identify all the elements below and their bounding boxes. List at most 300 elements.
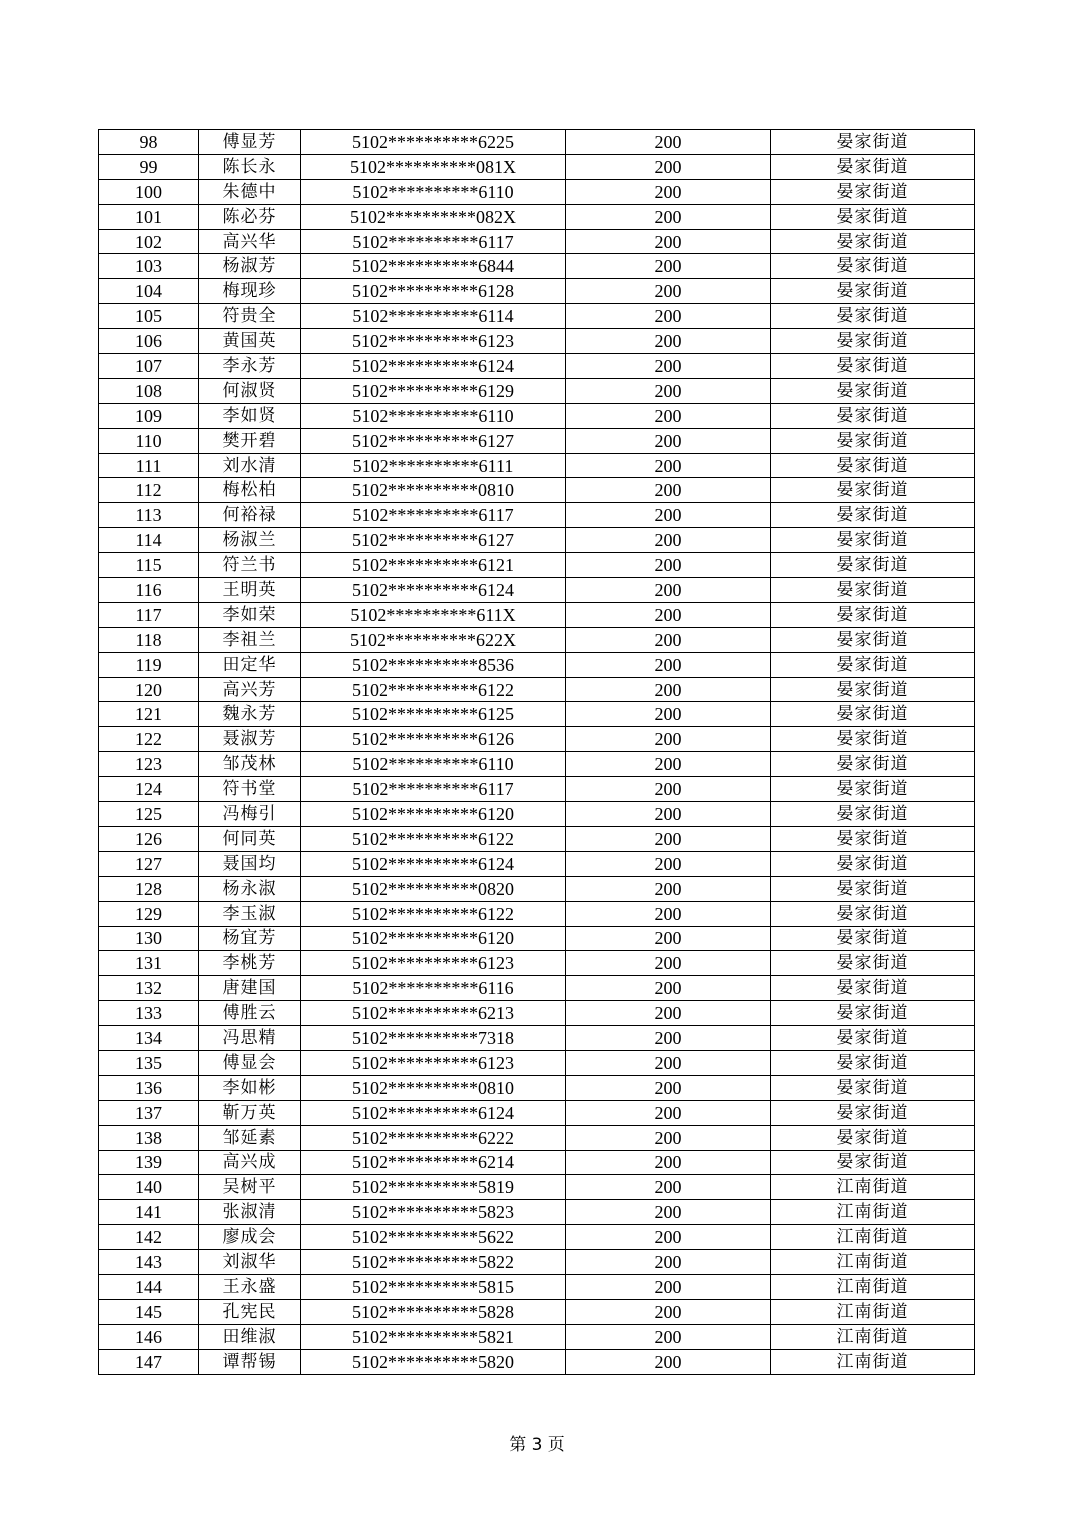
amount-cell: 200 xyxy=(566,254,771,279)
street-cell: 晏家街道 xyxy=(771,851,975,876)
table-row xyxy=(99,229,975,254)
row-number-cell: 138 xyxy=(99,1125,199,1150)
table-row xyxy=(99,677,975,702)
id-number-cell: 5102**********6110 xyxy=(301,752,566,777)
row-number-cell: 119 xyxy=(99,652,199,677)
amount-cell: 200 xyxy=(566,403,771,428)
row-number-cell: 123 xyxy=(99,752,199,777)
table-row xyxy=(99,503,975,528)
table-row xyxy=(99,702,975,727)
street-cell: 晏家街道 xyxy=(771,179,975,204)
name-cell: 田维淑 xyxy=(199,1324,301,1349)
row-number-cell: 117 xyxy=(99,602,199,627)
table-row xyxy=(99,826,975,851)
table-row xyxy=(99,403,975,428)
amount-cell: 200 xyxy=(566,154,771,179)
table-row xyxy=(99,1349,975,1374)
amount-cell: 200 xyxy=(566,951,771,976)
amount-cell: 200 xyxy=(566,279,771,304)
amount-cell: 200 xyxy=(566,428,771,453)
street-cell: 江南街道 xyxy=(771,1200,975,1225)
row-number-cell: 133 xyxy=(99,1001,199,1026)
amount-cell: 200 xyxy=(566,229,771,254)
id-number-cell: 5102**********6222 xyxy=(301,1125,566,1150)
table-row xyxy=(99,1299,975,1324)
name-cell: 李桃芳 xyxy=(199,951,301,976)
street-cell: 晏家街道 xyxy=(771,1026,975,1051)
name-cell: 高兴成 xyxy=(199,1150,301,1175)
amount-cell: 200 xyxy=(566,453,771,478)
name-cell: 刘淑华 xyxy=(199,1250,301,1275)
name-cell: 李如荣 xyxy=(199,602,301,627)
id-number-cell: 5102**********6124 xyxy=(301,851,566,876)
street-cell: 晏家街道 xyxy=(771,1075,975,1100)
table-row xyxy=(99,1225,975,1250)
row-number-cell: 104 xyxy=(99,279,199,304)
table-row xyxy=(99,154,975,179)
amount-cell: 200 xyxy=(566,354,771,379)
table-row xyxy=(99,1250,975,1275)
id-number-cell: 5102**********6125 xyxy=(301,702,566,727)
row-number-cell: 132 xyxy=(99,976,199,1001)
row-number-cell: 144 xyxy=(99,1274,199,1299)
amount-cell: 200 xyxy=(566,179,771,204)
name-cell: 李玉淑 xyxy=(199,901,301,926)
id-number-cell: 5102**********6122 xyxy=(301,826,566,851)
row-number-cell: 141 xyxy=(99,1200,199,1225)
table-row xyxy=(99,951,975,976)
table-row xyxy=(99,204,975,229)
table-row xyxy=(99,926,975,951)
row-number-cell: 116 xyxy=(99,578,199,603)
table-row xyxy=(99,602,975,627)
id-number-cell: 5102**********6114 xyxy=(301,304,566,329)
street-cell: 晏家街道 xyxy=(771,154,975,179)
street-cell: 晏家街道 xyxy=(771,1100,975,1125)
amount-cell: 200 xyxy=(566,1001,771,1026)
amount-cell: 200 xyxy=(566,378,771,403)
row-number-cell: 134 xyxy=(99,1026,199,1051)
amount-cell: 200 xyxy=(566,553,771,578)
row-number-cell: 142 xyxy=(99,1225,199,1250)
name-cell: 聂淑芳 xyxy=(199,727,301,752)
table-row xyxy=(99,1324,975,1349)
id-number-cell: 5102**********6116 xyxy=(301,976,566,1001)
id-number-cell: 5102**********6127 xyxy=(301,428,566,453)
street-cell: 晏家街道 xyxy=(771,951,975,976)
page-number: 第 3 页 xyxy=(509,1435,565,1455)
street-cell: 晏家街道 xyxy=(771,752,975,777)
row-number-cell: 131 xyxy=(99,951,199,976)
id-number-cell: 5102**********5823 xyxy=(301,1200,566,1225)
amount-cell: 200 xyxy=(566,901,771,926)
name-cell: 邹茂林 xyxy=(199,752,301,777)
name-cell: 王永盛 xyxy=(199,1274,301,1299)
name-cell: 陈必芬 xyxy=(199,204,301,229)
street-cell: 晏家街道 xyxy=(771,304,975,329)
street-cell: 晏家街道 xyxy=(771,876,975,901)
name-cell: 孔宪民 xyxy=(199,1299,301,1324)
id-number-cell: 5102**********6117 xyxy=(301,777,566,802)
id-number-cell: 5102**********6121 xyxy=(301,553,566,578)
row-number-cell: 121 xyxy=(99,702,199,727)
street-cell: 晏家街道 xyxy=(771,329,975,354)
row-number-cell: 135 xyxy=(99,1050,199,1075)
street-cell: 晏家街道 xyxy=(771,378,975,403)
table-row xyxy=(99,876,975,901)
table-row xyxy=(99,1001,975,1026)
row-number-cell: 109 xyxy=(99,403,199,428)
id-number-cell: 5102**********6110 xyxy=(301,403,566,428)
amount-cell: 200 xyxy=(566,1299,771,1324)
amount-cell: 200 xyxy=(566,802,771,827)
id-number-cell: 5102**********6120 xyxy=(301,802,566,827)
id-number-cell: 5102**********0810 xyxy=(301,478,566,503)
street-cell: 晏家街道 xyxy=(771,528,975,553)
amount-cell: 200 xyxy=(566,876,771,901)
name-cell: 高兴华 xyxy=(199,229,301,254)
amount-cell: 200 xyxy=(566,1250,771,1275)
name-cell: 何裕禄 xyxy=(199,503,301,528)
name-cell: 廖成会 xyxy=(199,1225,301,1250)
row-number-cell: 103 xyxy=(99,254,199,279)
street-cell: 江南街道 xyxy=(771,1274,975,1299)
row-number-cell: 143 xyxy=(99,1250,199,1275)
name-cell: 靳万英 xyxy=(199,1100,301,1125)
street-cell: 江南街道 xyxy=(771,1225,975,1250)
amount-cell: 200 xyxy=(566,1026,771,1051)
amount-cell: 200 xyxy=(566,578,771,603)
row-number-cell: 127 xyxy=(99,851,199,876)
row-number-cell: 124 xyxy=(99,777,199,802)
table-row xyxy=(99,627,975,652)
table-row xyxy=(99,1026,975,1051)
street-cell: 晏家街道 xyxy=(771,428,975,453)
street-cell: 江南街道 xyxy=(771,1250,975,1275)
row-number-cell: 106 xyxy=(99,329,199,354)
name-cell: 何淑贤 xyxy=(199,378,301,403)
row-number-cell: 136 xyxy=(99,1075,199,1100)
id-number-cell: 5102**********6123 xyxy=(301,1050,566,1075)
street-cell: 晏家街道 xyxy=(771,627,975,652)
row-number-cell: 128 xyxy=(99,876,199,901)
id-number-cell: 5102**********8536 xyxy=(301,652,566,677)
row-number-cell: 139 xyxy=(99,1150,199,1175)
id-number-cell: 5102**********5622 xyxy=(301,1225,566,1250)
amount-cell: 200 xyxy=(566,777,771,802)
row-number-cell: 129 xyxy=(99,901,199,926)
amount-cell: 200 xyxy=(566,602,771,627)
id-number-cell: 5102**********6117 xyxy=(301,229,566,254)
id-number-cell: 5102**********6110 xyxy=(301,179,566,204)
street-cell: 江南街道 xyxy=(771,1324,975,1349)
row-number-cell: 146 xyxy=(99,1324,199,1349)
id-number-cell: 5102**********7318 xyxy=(301,1026,566,1051)
table-row xyxy=(99,254,975,279)
row-number-cell: 125 xyxy=(99,802,199,827)
street-cell: 晏家街道 xyxy=(771,354,975,379)
name-cell: 李祖兰 xyxy=(199,627,301,652)
amount-cell: 200 xyxy=(566,851,771,876)
table-row xyxy=(99,354,975,379)
street-cell: 晏家街道 xyxy=(771,1050,975,1075)
id-number-cell: 5102**********5822 xyxy=(301,1250,566,1275)
street-cell: 晏家街道 xyxy=(771,677,975,702)
table-row xyxy=(99,329,975,354)
table-row xyxy=(99,1125,975,1150)
name-cell: 唐建国 xyxy=(199,976,301,1001)
name-cell: 朱德中 xyxy=(199,179,301,204)
table-row xyxy=(99,901,975,926)
id-number-cell: 5102**********6213 xyxy=(301,1001,566,1026)
street-cell: 晏家街道 xyxy=(771,976,975,1001)
amount-cell: 200 xyxy=(566,1225,771,1250)
street-cell: 晏家街道 xyxy=(771,453,975,478)
id-number-cell: 5102**********6120 xyxy=(301,926,566,951)
row-number-cell: 113 xyxy=(99,503,199,528)
id-number-cell: 5102**********6124 xyxy=(301,354,566,379)
name-cell: 王明英 xyxy=(199,578,301,603)
street-cell: 江南街道 xyxy=(771,1349,975,1374)
id-number-cell: 5102**********6214 xyxy=(301,1150,566,1175)
row-number-cell: 130 xyxy=(99,926,199,951)
amount-cell: 200 xyxy=(566,130,771,155)
name-cell: 冯思精 xyxy=(199,1026,301,1051)
name-cell: 梅现珍 xyxy=(199,279,301,304)
name-cell: 杨淑芳 xyxy=(199,254,301,279)
table-row xyxy=(99,130,975,155)
row-number-cell: 145 xyxy=(99,1299,199,1324)
street-cell: 晏家街道 xyxy=(771,802,975,827)
name-cell: 梅松柏 xyxy=(199,478,301,503)
amount-cell: 200 xyxy=(566,627,771,652)
name-cell: 符兰书 xyxy=(199,553,301,578)
row-number-cell: 126 xyxy=(99,826,199,851)
name-cell: 刘水清 xyxy=(199,453,301,478)
street-cell: 晏家街道 xyxy=(771,478,975,503)
name-cell: 谭帮锡 xyxy=(199,1349,301,1374)
id-number-cell: 5102**********611X xyxy=(301,602,566,627)
id-number-cell: 5102**********6126 xyxy=(301,727,566,752)
street-cell: 晏家街道 xyxy=(771,279,975,304)
amount-cell: 200 xyxy=(566,1150,771,1175)
street-cell: 晏家街道 xyxy=(771,503,975,528)
roster-table xyxy=(98,129,975,1375)
table-row xyxy=(99,553,975,578)
name-cell: 杨永淑 xyxy=(199,876,301,901)
id-number-cell: 5102**********6128 xyxy=(301,279,566,304)
table-row xyxy=(99,1100,975,1125)
row-number-cell: 114 xyxy=(99,528,199,553)
name-cell: 李如贤 xyxy=(199,403,301,428)
row-number-cell: 118 xyxy=(99,627,199,652)
id-number-cell: 5102**********622X xyxy=(301,627,566,652)
row-number-cell: 100 xyxy=(99,179,199,204)
row-number-cell: 147 xyxy=(99,1349,199,1374)
street-cell: 晏家街道 xyxy=(771,1150,975,1175)
street-cell: 晏家街道 xyxy=(771,254,975,279)
amount-cell: 200 xyxy=(566,677,771,702)
street-cell: 晏家街道 xyxy=(771,204,975,229)
row-number-cell: 115 xyxy=(99,553,199,578)
table-row xyxy=(99,378,975,403)
amount-cell: 200 xyxy=(566,1175,771,1200)
table-row xyxy=(99,652,975,677)
street-cell: 晏家街道 xyxy=(771,1001,975,1026)
row-number-cell: 107 xyxy=(99,354,199,379)
table-row xyxy=(99,1200,975,1225)
table-row xyxy=(99,478,975,503)
row-number-cell: 112 xyxy=(99,478,199,503)
table-row xyxy=(99,1050,975,1075)
table-row xyxy=(99,1175,975,1200)
amount-cell: 200 xyxy=(566,702,771,727)
name-cell: 魏永芳 xyxy=(199,702,301,727)
amount-cell: 200 xyxy=(566,1349,771,1374)
id-number-cell: 5102**********6124 xyxy=(301,1100,566,1125)
id-number-cell: 5102**********081X xyxy=(301,154,566,179)
id-number-cell: 5102**********5819 xyxy=(301,1175,566,1200)
street-cell: 晏家街道 xyxy=(771,901,975,926)
street-cell: 江南街道 xyxy=(771,1299,975,1324)
amount-cell: 200 xyxy=(566,1200,771,1225)
table-row xyxy=(99,1075,975,1100)
name-cell: 杨淑兰 xyxy=(199,528,301,553)
id-number-cell: 5102**********6122 xyxy=(301,677,566,702)
id-number-cell: 5102**********6122 xyxy=(301,901,566,926)
name-cell: 吴树平 xyxy=(199,1175,301,1200)
name-cell: 李如彬 xyxy=(199,1075,301,1100)
street-cell: 晏家街道 xyxy=(771,1125,975,1150)
id-number-cell: 5102**********0810 xyxy=(301,1075,566,1100)
table-row xyxy=(99,802,975,827)
row-number-cell: 98 xyxy=(99,130,199,155)
row-number-cell: 108 xyxy=(99,378,199,403)
table-row xyxy=(99,851,975,876)
name-cell: 冯梅引 xyxy=(199,802,301,827)
row-number-cell: 137 xyxy=(99,1100,199,1125)
row-number-cell: 122 xyxy=(99,727,199,752)
table-row xyxy=(99,1274,975,1299)
name-cell: 陈长永 xyxy=(199,154,301,179)
id-number-cell: 5102**********6123 xyxy=(301,951,566,976)
id-number-cell: 5102**********0820 xyxy=(301,876,566,901)
name-cell: 何同英 xyxy=(199,826,301,851)
id-number-cell: 5102**********6225 xyxy=(301,130,566,155)
amount-cell: 200 xyxy=(566,329,771,354)
table-row xyxy=(99,752,975,777)
street-cell: 晏家街道 xyxy=(771,578,975,603)
street-cell: 江南街道 xyxy=(771,1175,975,1200)
roster-body xyxy=(99,130,975,1375)
row-number-cell: 111 xyxy=(99,453,199,478)
row-number-cell: 101 xyxy=(99,204,199,229)
table-row xyxy=(99,727,975,752)
row-number-cell: 120 xyxy=(99,677,199,702)
table-row xyxy=(99,578,975,603)
table-row xyxy=(99,976,975,1001)
name-cell: 傅显会 xyxy=(199,1050,301,1075)
id-number-cell: 5102**********6127 xyxy=(301,528,566,553)
name-cell: 傅胜云 xyxy=(199,1001,301,1026)
table-row xyxy=(99,279,975,304)
table-row xyxy=(99,777,975,802)
street-cell: 晏家街道 xyxy=(771,602,975,627)
amount-cell: 200 xyxy=(566,727,771,752)
amount-cell: 200 xyxy=(566,652,771,677)
amount-cell: 200 xyxy=(566,1274,771,1299)
street-cell: 晏家街道 xyxy=(771,652,975,677)
amount-cell: 200 xyxy=(566,304,771,329)
id-number-cell: 5102**********5821 xyxy=(301,1324,566,1349)
id-number-cell: 5102**********5815 xyxy=(301,1274,566,1299)
table-row xyxy=(99,304,975,329)
id-number-cell: 5102**********6117 xyxy=(301,503,566,528)
row-number-cell: 110 xyxy=(99,428,199,453)
amount-cell: 200 xyxy=(566,976,771,1001)
name-cell: 田定华 xyxy=(199,652,301,677)
row-number-cell: 140 xyxy=(99,1175,199,1200)
table-row xyxy=(99,179,975,204)
table-row xyxy=(99,453,975,478)
row-number-cell: 102 xyxy=(99,229,199,254)
amount-cell: 200 xyxy=(566,1050,771,1075)
amount-cell: 200 xyxy=(566,204,771,229)
table-row xyxy=(99,1150,975,1175)
name-cell: 傅显芳 xyxy=(199,130,301,155)
amount-cell: 200 xyxy=(566,926,771,951)
name-cell: 符贵全 xyxy=(199,304,301,329)
name-cell: 聂国均 xyxy=(199,851,301,876)
table-row xyxy=(99,528,975,553)
amount-cell: 200 xyxy=(566,752,771,777)
street-cell: 晏家街道 xyxy=(771,130,975,155)
street-cell: 晏家街道 xyxy=(771,727,975,752)
name-cell: 黄国英 xyxy=(199,329,301,354)
table-row xyxy=(99,428,975,453)
amount-cell: 200 xyxy=(566,528,771,553)
amount-cell: 200 xyxy=(566,826,771,851)
name-cell: 樊开碧 xyxy=(199,428,301,453)
name-cell: 李永芳 xyxy=(199,354,301,379)
row-number-cell: 105 xyxy=(99,304,199,329)
street-cell: 晏家街道 xyxy=(771,702,975,727)
name-cell: 张淑清 xyxy=(199,1200,301,1225)
street-cell: 晏家街道 xyxy=(771,553,975,578)
name-cell: 邹延素 xyxy=(199,1125,301,1150)
street-cell: 晏家街道 xyxy=(771,229,975,254)
amount-cell: 200 xyxy=(566,1075,771,1100)
id-number-cell: 5102**********6844 xyxy=(301,254,566,279)
amount-cell: 200 xyxy=(566,1100,771,1125)
id-number-cell: 5102**********082X xyxy=(301,204,566,229)
id-number-cell: 5102**********6129 xyxy=(301,378,566,403)
id-number-cell: 5102**********5820 xyxy=(301,1349,566,1374)
id-number-cell: 5102**********6111 xyxy=(301,453,566,478)
id-number-cell: 5102**********5828 xyxy=(301,1299,566,1324)
street-cell: 晏家街道 xyxy=(771,826,975,851)
id-number-cell: 5102**********6123 xyxy=(301,329,566,354)
amount-cell: 200 xyxy=(566,1324,771,1349)
name-cell: 符书堂 xyxy=(199,777,301,802)
amount-cell: 200 xyxy=(566,503,771,528)
name-cell: 杨宜芳 xyxy=(199,926,301,951)
street-cell: 晏家街道 xyxy=(771,777,975,802)
street-cell: 晏家街道 xyxy=(771,403,975,428)
amount-cell: 200 xyxy=(566,1125,771,1150)
amount-cell: 200 xyxy=(566,478,771,503)
street-cell: 晏家街道 xyxy=(771,926,975,951)
